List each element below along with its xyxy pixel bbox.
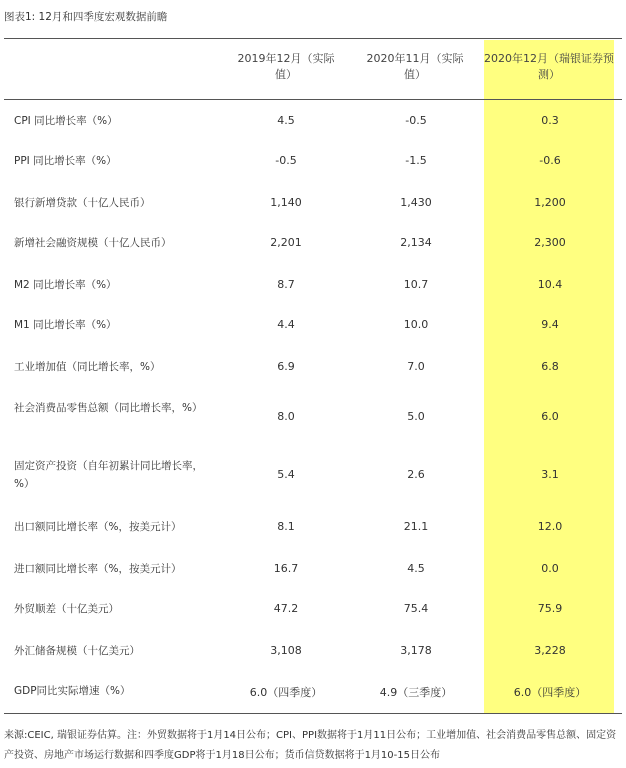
- cell-v2: 21.1: [403, 520, 429, 533]
- header-2020-12-forecast: 2020年12月（瑞银证券预测）: [484, 52, 614, 81]
- cell-v3: 9.4: [541, 318, 559, 331]
- cell-v3: 0.3: [541, 114, 559, 127]
- cell-v1: 1,140: [270, 196, 302, 209]
- row-label: M1 同比增长率（%）: [14, 319, 117, 331]
- cell-v2: -0.5: [405, 114, 427, 127]
- row-label: 进口额同比增长率（%，按美元计）: [14, 563, 182, 575]
- cell-v3: 6.0（四季度）: [513, 686, 587, 699]
- source-footnote: 来源:CEIC, 瑞银证券估算。注：外贸数据将于1月14日公布；CPI、PPI数据将于1月11日公布；工业增加值、社会消费品零售总额、固定资产投资、房地产市场运行数据和四季度GDP将于1月18日公布；货币信贷数据将于1月10-15日公布: [4, 730, 617, 761]
- cell-v1: 3,108: [270, 644, 302, 657]
- header-rule: [4, 99, 622, 100]
- cell-v1: 8.0: [277, 410, 295, 423]
- cell-v1: 4.5: [277, 114, 295, 127]
- cell-v1: 5.4: [277, 468, 295, 481]
- cell-v2: 4.5: [407, 562, 425, 575]
- row-label: 工业增加值（同比增长率，%）: [14, 361, 161, 373]
- row-label: 固定资产投资（自年初累计同比增长率，%）: [14, 460, 203, 490]
- cell-v3: 75.9: [537, 602, 563, 615]
- cell-v1: 6.0（四季度）: [249, 686, 323, 699]
- cell-v2: 5.0: [407, 410, 425, 423]
- cell-v3: 6.0: [541, 410, 559, 423]
- bottom-rule: [4, 713, 622, 714]
- header-2019-12-actual: 2019年12月（实际值）: [237, 52, 335, 81]
- cell-v2: 2,134: [400, 236, 432, 249]
- cell-v2: 3,178: [400, 644, 432, 657]
- cell-v2: -1.5: [405, 154, 427, 167]
- cell-v2: 10.7: [403, 278, 429, 291]
- cell-v1: 47.2: [273, 602, 299, 615]
- cell-v3: 2,300: [534, 236, 566, 249]
- row-label: 出口额同比增长率（%，按美元计）: [14, 521, 182, 533]
- cell-v2: 1,430: [400, 196, 432, 209]
- cell-v1: 8.7: [277, 278, 295, 291]
- cell-v2: 4.9（三季度）: [379, 686, 453, 699]
- row-label: CPI 同比增长率（%）: [14, 115, 118, 127]
- cell-v3: 1,200: [534, 196, 566, 209]
- cell-v1: 2,201: [270, 236, 302, 249]
- cell-v3: 6.8: [541, 360, 559, 373]
- row-label: M2 同比增长率（%）: [14, 279, 117, 291]
- row-label: 新增社会融资规模（十亿人民币）: [14, 237, 172, 249]
- cell-v2: 10.0: [403, 318, 429, 331]
- cell-v2: 2.6: [407, 468, 425, 481]
- cell-v3: -0.6: [539, 154, 561, 167]
- header-2020-11-actual: 2020年11月（实际值）: [366, 52, 464, 81]
- cell-v1: 16.7: [273, 562, 299, 575]
- cell-v3: 10.4: [537, 278, 563, 291]
- cell-v2: 75.4: [403, 602, 429, 615]
- row-label: 社会消费品零售总额（同比增长率，%）: [14, 402, 203, 414]
- row-label: 银行新增贷款（十亿人民币）: [14, 197, 151, 209]
- row-label: GDP同比实际增速（%）: [14, 685, 131, 697]
- row-label: 外贸顺差（十亿美元）: [14, 603, 119, 615]
- cell-v1: 6.9: [277, 360, 295, 373]
- cell-v1: 4.4: [277, 318, 295, 331]
- cell-v1: 8.1: [277, 520, 295, 533]
- cell-v1: -0.5: [275, 154, 297, 167]
- table-title: 图表1: 12月和四季度宏观数据前瞻: [4, 11, 168, 23]
- row-label: PPI 同比增长率（%）: [14, 155, 117, 167]
- cell-v2: 7.0: [407, 360, 425, 373]
- cell-v3: 0.0: [541, 562, 559, 575]
- cell-v3: 12.0: [537, 520, 563, 533]
- row-label: 外汇储备规模（十亿美元）: [14, 645, 140, 657]
- cell-v3: 3.1: [541, 468, 559, 481]
- cell-v3: 3,228: [534, 644, 566, 657]
- top-rule: [4, 38, 622, 39]
